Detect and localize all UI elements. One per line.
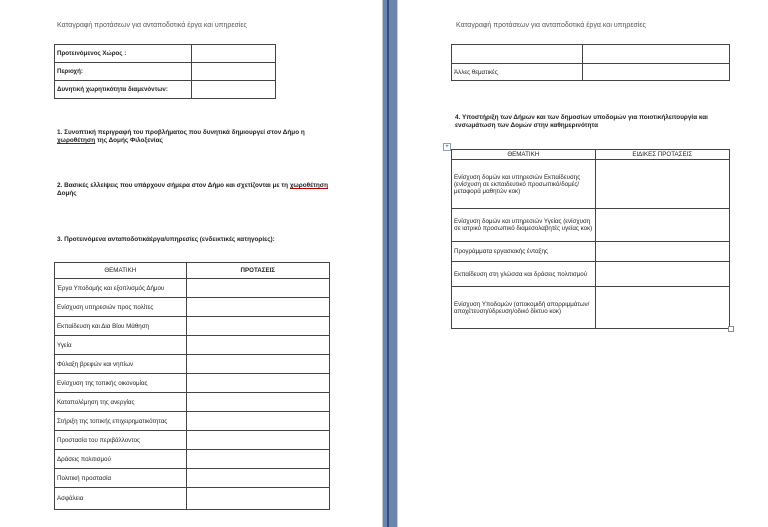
info-value-cell[interactable] — [192, 63, 276, 81]
table-row — [55, 81, 276, 99]
table-row — [452, 262, 730, 287]
proposal-cell[interactable] — [582, 64, 729, 81]
proposals-table — [54, 262, 330, 510]
proposal-cell[interactable] — [595, 209, 730, 242]
table-header-row — [55, 263, 330, 279]
question-4: 4. Υποστήριξη των Δήμων και των δημοσίων υποδομών για ποιοτικήλειτουργία και ενσωμάτωση των Δομών στην καθημερινότητα — [455, 114, 708, 129]
table-row — [452, 242, 730, 262]
proposal-cell[interactable] — [186, 488, 329, 510]
proposal-cell[interactable] — [186, 412, 329, 431]
table-row — [55, 279, 330, 298]
table-row — [55, 355, 330, 374]
proposal-cell[interactable] — [595, 262, 730, 287]
table-row — [452, 287, 730, 329]
question-3: 3. Προτεινόμενα ανταποδοτικάέργα/υπηρεσίες (ενδεικτικές κατηγορίες): — [57, 236, 275, 243]
theme-cell: Δράσεις πολιτισμού — [55, 450, 187, 469]
question-1-text: 1. Συνοπτική περιγραφή του προβλήματος που δυνητικά δημιουργεί στον Δήμο η — [57, 129, 305, 136]
theme-cell: Εκπαίδευση στη γλώσσα και δράσεις πολιτισμού — [452, 262, 596, 287]
info-label: Δυνητική χωρητικότητα διαμενόντων: — [55, 81, 192, 99]
table-header-row — [452, 150, 730, 160]
special-proposals-table — [451, 149, 730, 329]
question-1-tail: της Δομής Φιλοξενίας — [95, 137, 163, 144]
info-label: Περιοχή: — [55, 63, 192, 81]
table-row — [55, 431, 330, 450]
question-1-underlined: χωροθέτηση — [57, 137, 96, 144]
table-row — [452, 45, 730, 64]
theme-cell: Ενίσχυση υπηρεσιών προς πολίτες — [55, 298, 187, 317]
proposal-cell[interactable] — [186, 355, 329, 374]
document-page-right — [397, 0, 768, 527]
proposal-cell[interactable] — [186, 298, 329, 317]
table-row — [55, 450, 330, 469]
info-value-cell[interactable] — [192, 81, 276, 99]
info-label: Προτεινόμενος Χώρος : — [55, 45, 192, 63]
proposal-cell[interactable] — [595, 287, 730, 329]
theme-cell: Ασφάλεια — [55, 488, 187, 510]
theme-cell: Έργα Υποδομής και εξοπλισμός Δήμου — [55, 279, 187, 298]
theme-cell: Ενίσχυση δομών και υπηρεσιών Εκπαίδευσης (ενίσχυση σε εκπαιδευτικό προσωπικό/δομές/μεταφορά μαθητών κοκ) — [452, 160, 596, 209]
proposal-cell[interactable] — [186, 393, 329, 412]
page-gutter — [383, 0, 397, 527]
theme-cell: Στήριξη της τοπικής επιχειρηματικότητας — [55, 412, 187, 431]
proposal-cell[interactable] — [186, 469, 329, 488]
column-header-proposals: ΠΡΟΤΑΣΕΙΣ — [186, 263, 329, 279]
question-2 — [57, 182, 332, 198]
page-header: Καταγραφή προτάσεων για ανταποδοτικά έργα και υπηρεσίες — [57, 22, 247, 29]
gutter-line — [387, 0, 389, 527]
column-header-theme: ΘΕΜΑΤΙΚΗ — [55, 263, 187, 279]
table-row — [55, 63, 276, 81]
table-move-handle-icon[interactable]: + — [443, 143, 451, 151]
table-row — [55, 298, 330, 317]
empty-cell[interactable] — [582, 45, 729, 64]
table-row — [452, 64, 730, 81]
theme-cell: Ενίσχυση Υποδομών (αποκομιδή απορριμμάτων/αποχέτευση/ύδρευση/οδικό δίκτυο κοκ) — [452, 287, 596, 329]
theme-cell: Εκπαίδευση και Δια Βίου Μάθηση — [55, 317, 187, 336]
page-header: Καταγραφή προτάσεων για ανταποδοτικά έργα και υπηρεσίες — [456, 22, 646, 29]
theme-cell: Ενίσχυση της τοπικής οικονομίας — [55, 374, 187, 393]
theme-cell: Άλλες θεματικές — [452, 64, 583, 81]
table-row — [55, 488, 330, 510]
theme-cell: Υγεία — [55, 336, 187, 355]
theme-cell: Ενίσχυση δομών και υπηρεσιών Υγείας (ενίσχυση σε ιατρικό προσωπικό διαμεσολαβητές υγείας κοκ) — [452, 209, 596, 242]
table-row — [55, 412, 330, 431]
table-row — [452, 209, 730, 242]
table-row — [55, 317, 330, 336]
question-1 — [57, 129, 332, 145]
proposal-cell[interactable] — [186, 317, 329, 336]
proposal-cell[interactable] — [595, 242, 730, 262]
theme-cell: Φύλαξη βρεφών και νηπίων — [55, 355, 187, 374]
table-resize-handle[interactable] — [728, 326, 734, 332]
proposal-cell[interactable] — [186, 431, 329, 450]
table-row — [55, 45, 276, 63]
proposal-cell[interactable] — [186, 374, 329, 393]
theme-cell: Προστασία του περιβάλλοντος — [55, 431, 187, 450]
column-header-special-proposals: ΕΙΔΙΚΕΣ ΠΡΟΤΑΣΕΙΣ — [595, 150, 730, 160]
proposal-cell[interactable] — [186, 336, 329, 355]
document-page-left — [0, 0, 383, 527]
theme-cell: Καταπολέμηση της ανεργίας — [55, 393, 187, 412]
table-row — [55, 336, 330, 355]
other-themes-table — [451, 44, 730, 81]
empty-cell[interactable] — [452, 45, 583, 64]
question-2-underlined: χωροθέτηση — [289, 182, 329, 189]
proposal-cell[interactable] — [186, 450, 329, 469]
table-row — [55, 374, 330, 393]
info-value-cell[interactable] — [192, 45, 276, 63]
proposal-cell[interactable] — [186, 279, 329, 298]
table-row — [55, 393, 330, 412]
table-row — [452, 160, 730, 209]
question-2-text: 2. Βασικές ελλείψεις που υπάρχουν σήμερα στον Δήμο και σχετίζονται με τη — [57, 182, 289, 189]
location-info-table — [54, 44, 276, 99]
question-2-tail: Δομής — [57, 190, 77, 197]
theme-cell: Πολιτική προστασία — [55, 469, 187, 488]
column-header-theme: ΘΕΜΑΤΙΚΗ — [452, 150, 596, 160]
table-row — [55, 469, 330, 488]
theme-cell: Προγράμματα εργασιακής ένταξης — [452, 242, 596, 262]
proposal-cell[interactable] — [595, 160, 730, 209]
